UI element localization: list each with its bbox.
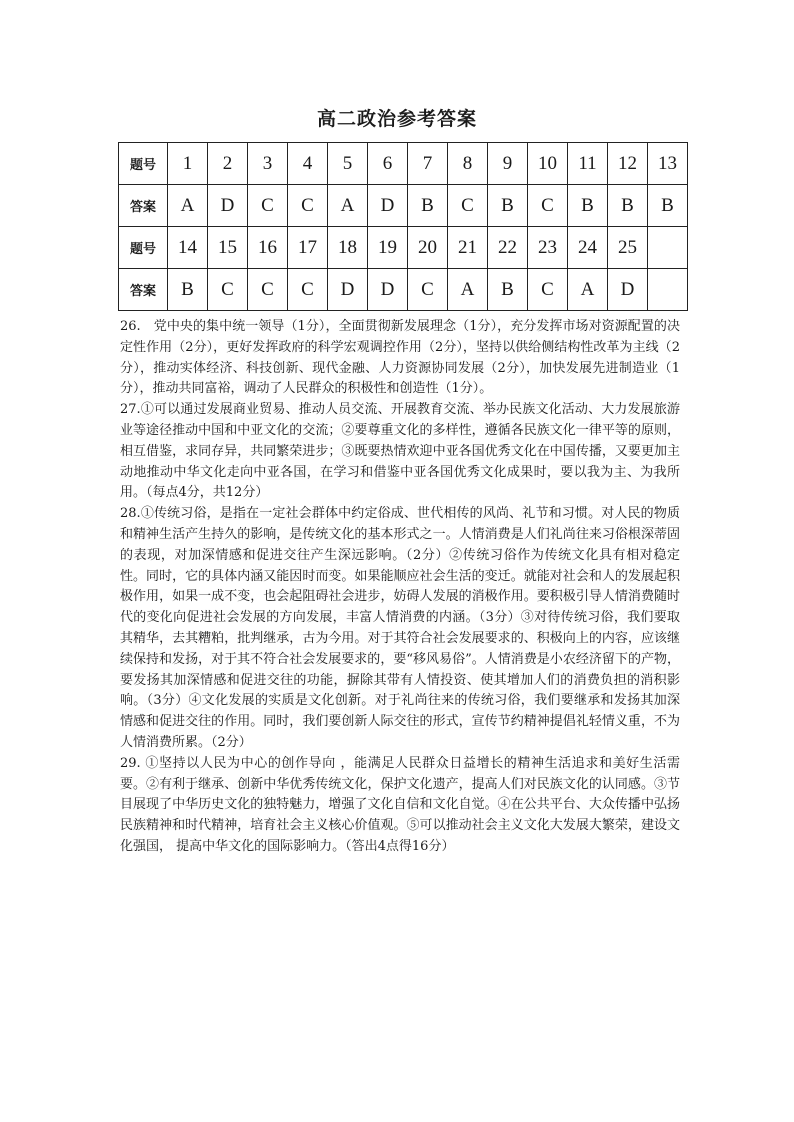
table-cell: D (608, 269, 648, 311)
table-cell: A (448, 269, 488, 311)
table-cell: 21 (448, 227, 488, 269)
row-header: 答案 (119, 185, 168, 227)
table-cell (648, 227, 688, 269)
row-header: 题号 (119, 227, 168, 269)
answer-27: 27.①可以通过发展商业贸易、推动人员交流、开展教育交流、举办民族文化活动、大力发展旅游业等途径推动中国和中亚文化的交流；②要尊重文化的多样性，遵循各民族文化一律平等的原则，相互借鉴，求同存异，共同繁荣进步；③既要热情欢迎中亚各国优秀文化在中国传播，又要更加主动地推动中华文化走向中亚各国，在学习和借鉴中亚各国优秀文化成果时，要以我为主、为我所用。（每点4分，共12分） (120, 402, 680, 501)
table-cell: 3 (248, 143, 288, 185)
table-cell: C (408, 269, 448, 311)
answer-28: 28.①传统习俗，是指在一定社会群体中约定俗成、世代相传的风尚、礼节和习惯。对人民的物质和精神生活产生持久的影响，是传统文化的基本形式之一。人情消费是人们礼尚往来习俗根深蒂固的表现，对加深情感和促进交往产生深远影响。（2分）②传统习俗作为传统文化具有相对稳定性。同时，它的具体内涵又能因时而变。如果能顺应社会生活的变迁。就能对社会和人的发展起积极作用，如果一成不变，也会起阻碍社会进步，妨碍人发展的消极作用。要积极引导人情消费随时代的变化向促进社会发展的方向发展，丰富人情消费的内涵。（3分）③对待传统习俗，我们要取其精华，去其糟粕，批判继承，古为今用。对于其符合社会发展要求的、积极向上的内容，应该继续保持和发扬，对于其不符合社会发展要求的，要“移风易俗”。人情消费是小农经济留下的产物，要发扬其加深情感和促进交往的功能，摒除其带有人情投资、使其增加人们的消费负担的消积影响。（3分）④文化发展的实质是文化创新。对于礼尚往来的传统习俗，我们要继承和发扬其加深情感和促进交往的作用。同时，我们要创新人际交往的形式，宣传节约精神提倡礼轻情义重，不为人情消费所累。（2分） (120, 506, 680, 750)
table-cell: B (648, 185, 688, 227)
answer-26: 26. 党中央的集中统一领导（1分），全面贯彻新发展理念（1分），充分发挥市场对资源配置的决定性作用（2分），更好发挥政府的科学宏观调控作用（2分），坚持以供给侧结构性改革为主线（2分），推动实体经济、科技创新、现代金融、人力资源协同发展（2分），加快发展先进制造业（1分），推动共同富裕，调动了人民群众的积极性和创造性（1分）。 (120, 319, 680, 397)
table-cell: 24 (568, 227, 608, 269)
answer-content (120, 317, 680, 858)
table-cell: C (248, 185, 288, 227)
table-cell (648, 269, 688, 311)
table-cell: 2 (208, 143, 248, 185)
table-cell: D (208, 185, 248, 227)
table-cell: 13 (648, 143, 688, 185)
table-cell: D (328, 269, 368, 311)
table-cell: 6 (368, 143, 408, 185)
table-cell: C (528, 185, 568, 227)
table-cell: 8 (448, 143, 488, 185)
table-row (119, 185, 688, 227)
table-cell: A (328, 185, 368, 227)
table-cell: 25 (608, 227, 648, 269)
table-cell: 11 (568, 143, 608, 185)
answer-table (118, 142, 688, 311)
table-cell: 9 (488, 143, 528, 185)
table-cell: 5 (328, 143, 368, 185)
table-cell: C (528, 269, 568, 311)
table-cell: 10 (528, 143, 568, 185)
page-title: 高二政治参考答案 (316, 108, 477, 130)
table-cell: 19 (368, 227, 408, 269)
row-header: 答案 (119, 269, 168, 311)
table-row (119, 227, 688, 269)
table-cell: B (408, 185, 448, 227)
table-cell: 4 (288, 143, 328, 185)
table-cell: 20 (408, 227, 448, 269)
table-cell: B (488, 185, 528, 227)
table-cell: 17 (288, 227, 328, 269)
table-row (119, 269, 688, 311)
table-cell: 16 (248, 227, 288, 269)
table-cell: 14 (168, 227, 208, 269)
table-cell: 18 (328, 227, 368, 269)
table-cell: B (568, 185, 608, 227)
table-cell: C (288, 269, 328, 311)
table-cell: B (168, 269, 208, 311)
table-cell: 1 (168, 143, 208, 185)
table-cell: C (248, 269, 288, 311)
table-cell: 12 (608, 143, 648, 185)
table-cell: B (488, 269, 528, 311)
table-cell: D (368, 185, 408, 227)
table-cell: C (288, 185, 328, 227)
table-cell: 22 (488, 227, 528, 269)
table-cell: D (368, 269, 408, 311)
table-cell: 7 (408, 143, 448, 185)
table-row (119, 143, 688, 185)
table-cell: A (168, 185, 208, 227)
answer-29: 29. ①坚持以人民为中心的创作导向 ，能满足人民群众日益增长的精神生活追求和美好生活需要。②有利于继承、创新中华优秀传统文化，保护文化遗产，提高人们对民族文化的认同感。③节目展现了中华历史文化的独特魅力，增强了文化自信和文化自觉。④在公共平台、大众传播中弘扬民族精神和时代精神，培育社会主义核心价值观。⑤可以推动社会主义文化大发展大繁荣，建设文化强国， 提高中华文化的国际影响力。（答出4点得16分） (120, 755, 680, 854)
table-cell: C (208, 269, 248, 311)
table-cell: B (608, 185, 648, 227)
table-cell: C (448, 185, 488, 227)
table-cell: A (568, 269, 608, 311)
table-cell: 15 (208, 227, 248, 269)
row-header: 题号 (119, 143, 168, 185)
table-cell: 23 (528, 227, 568, 269)
